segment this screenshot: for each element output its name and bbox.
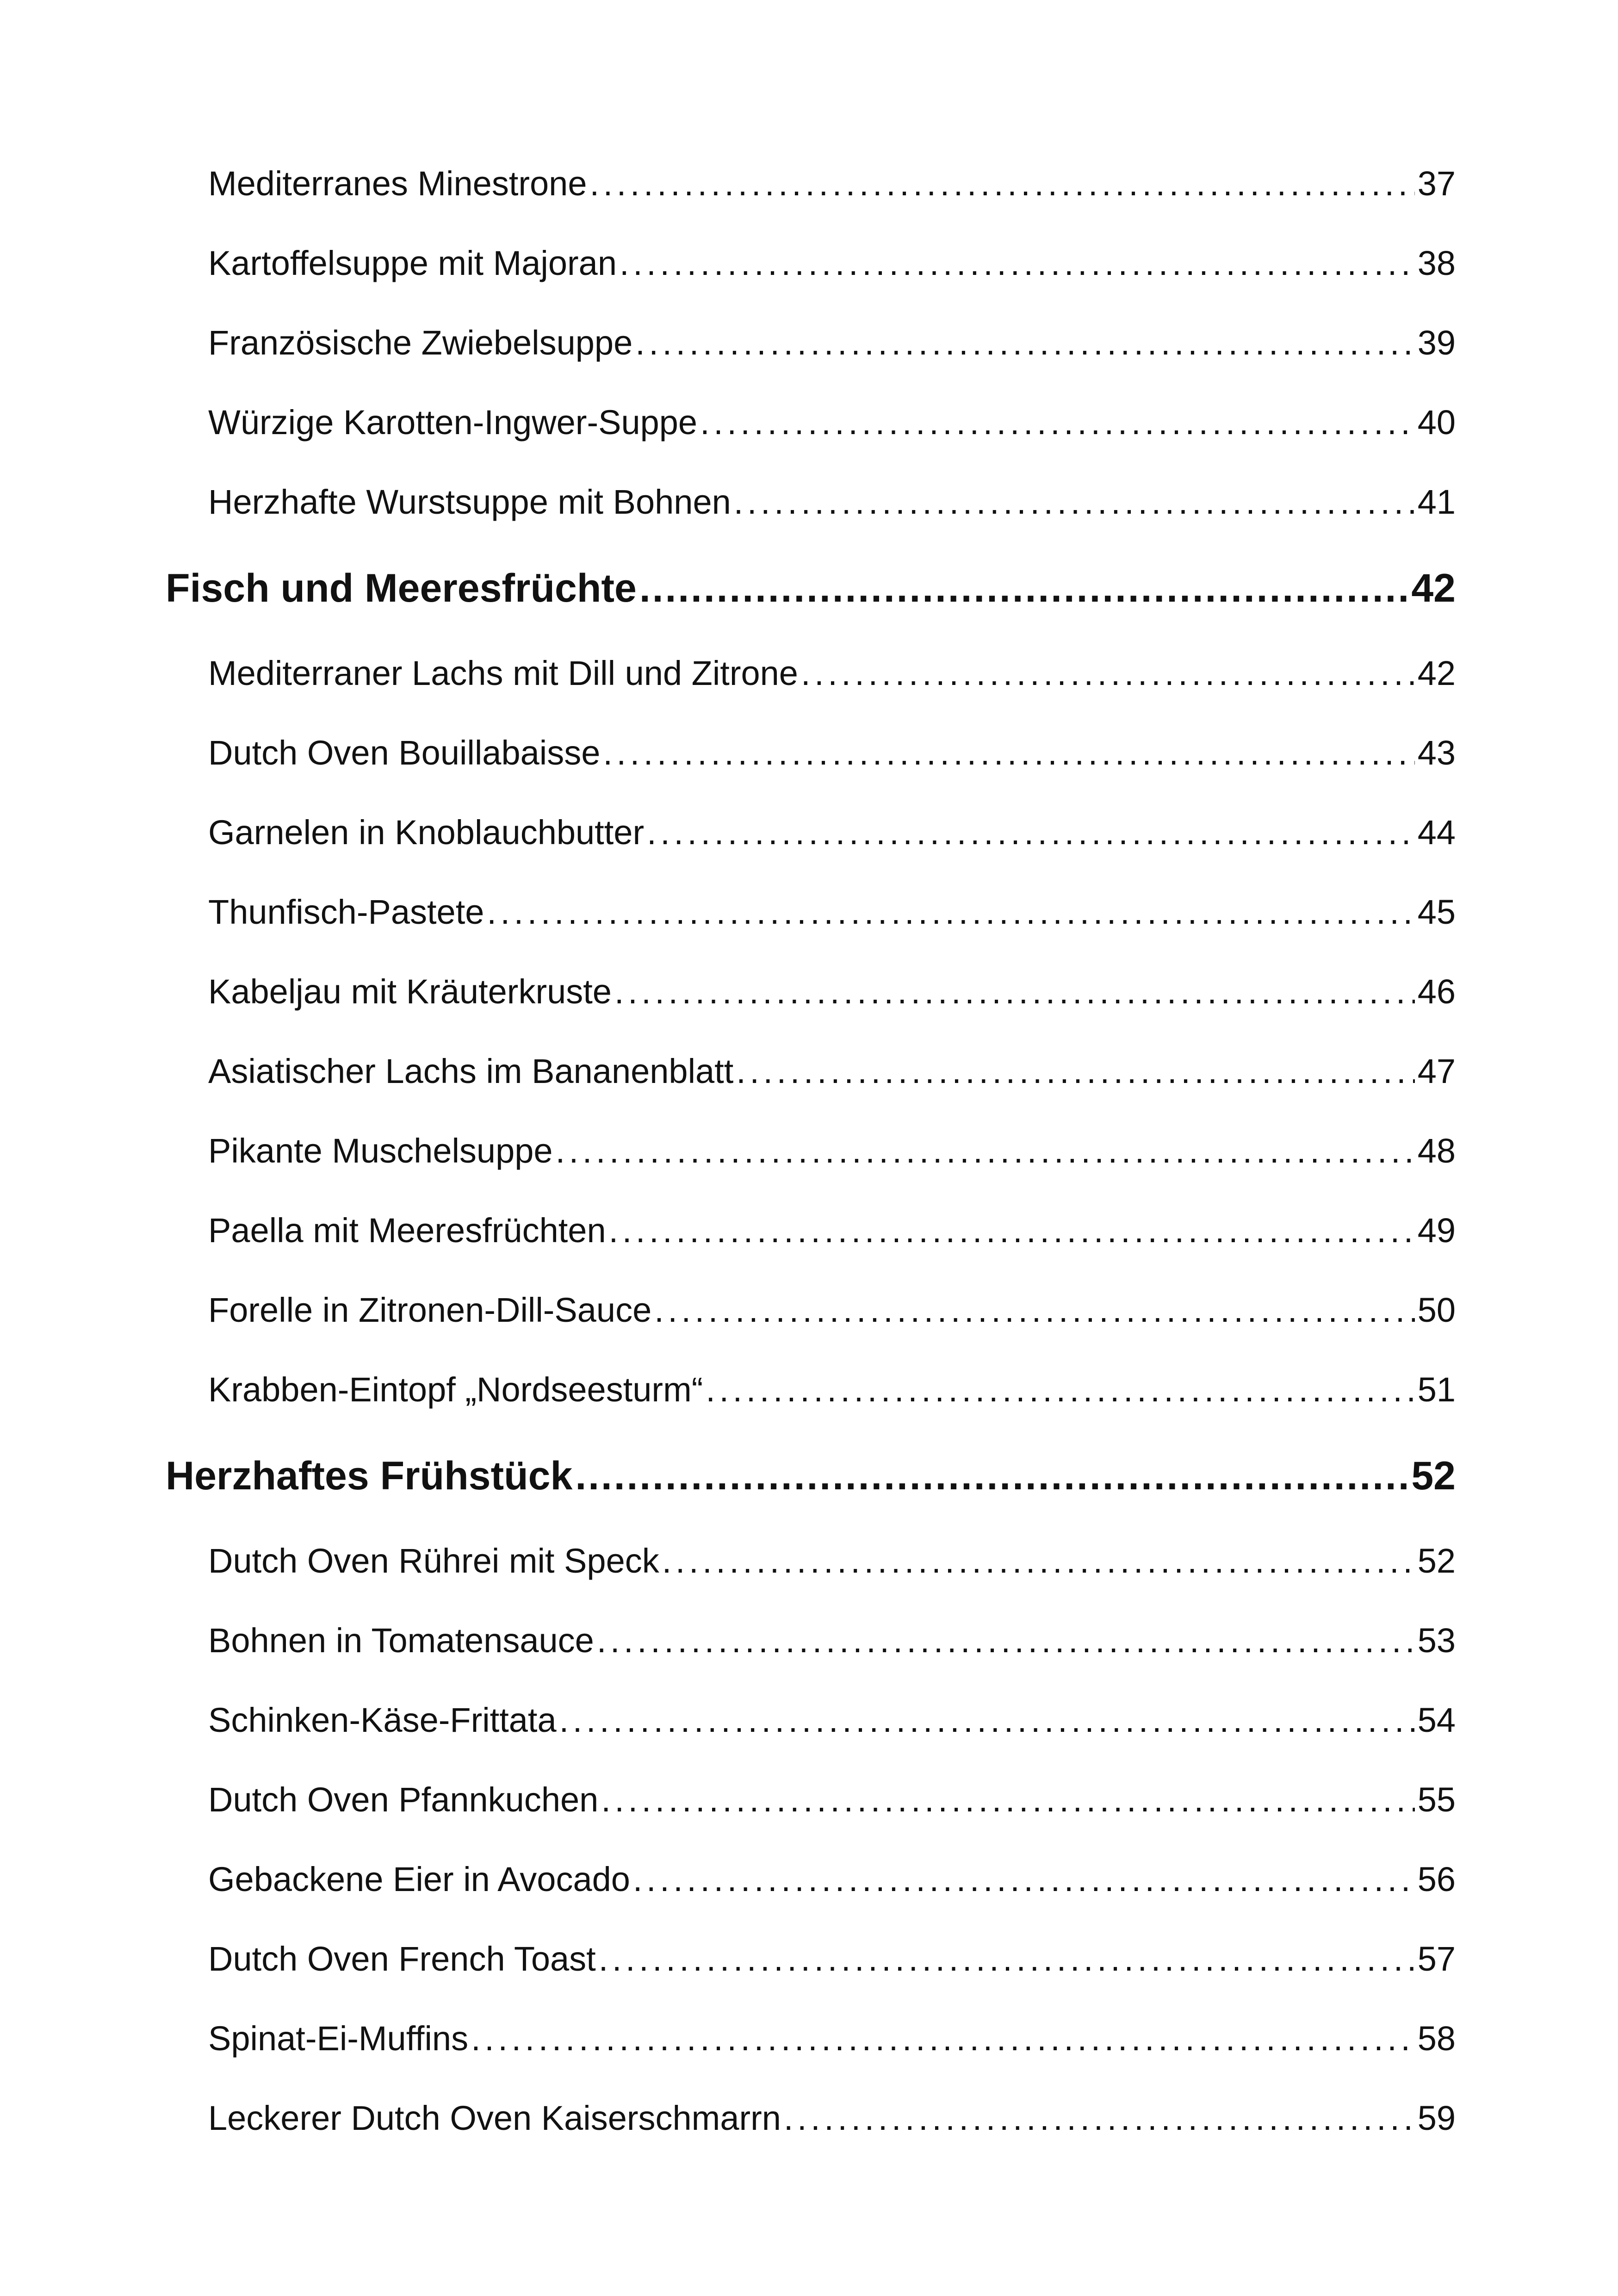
dot-leader [620,243,1415,283]
dot-leader [597,1621,1415,1660]
dot-leader [471,2019,1415,2058]
toc-entry-title: Mediterraner Lachs mit Dill und Zitrone [208,654,798,692]
toc-page-number: 49 [1417,1211,1456,1250]
toc-entry-title: Herzhafte Wurstsuppe mit Bohnen [208,483,731,521]
toc-entry-title: Gebackene Eier in Avocado [208,1860,630,1898]
toc-entry-row[interactable] [166,323,1456,403]
dot-leader [635,323,1414,362]
toc-entry-row[interactable] [166,1860,1456,1939]
dot-leader [487,892,1414,932]
table-of-contents [166,164,1456,2178]
toc-page-number: 48 [1417,1132,1456,1170]
toc-chapter-title: Herzhaftes Frühstück [166,1454,573,1498]
toc-chapter-page-number: 52 [1411,1454,1456,1498]
dot-leader [654,1290,1414,1330]
toc-entry-title: Spinat-Ei-Muffins [208,2019,469,2058]
dot-leader [706,1370,1414,1409]
toc-entry-title: Asiatischer Lachs im Bananenblatt [208,1052,734,1090]
toc-entry-row[interactable] [166,2019,1456,2098]
toc-entry-row[interactable] [166,1052,1456,1131]
dot-leader [559,1700,1415,1740]
toc-page-number: 41 [1417,483,1456,521]
toc-entry-row[interactable] [166,1131,1456,1211]
dot-leader [801,653,1415,693]
toc-page-number: 55 [1417,1780,1456,1819]
toc-page-number: 37 [1417,164,1456,203]
dot-leader [609,1211,1415,1250]
dot-leader [633,1860,1415,1899]
toc-page-number: 46 [1417,972,1456,1011]
toc-page-number: 44 [1417,813,1456,852]
dot-leader [614,972,1415,1011]
toc-entry-title: Würzige Karotten-Ingwer-Suppe [208,403,698,442]
toc-entry-row[interactable] [166,2098,1456,2178]
dot-leader [599,1939,1415,1979]
toc-entry-row[interactable] [166,482,1456,562]
dot-leader [556,1131,1415,1170]
dot-leader [662,1541,1415,1580]
toc-page-number: 52 [1417,1542,1456,1580]
toc-page-number: 43 [1417,734,1456,772]
toc-entry-title: Pikante Muschelsuppe [208,1132,553,1170]
toc-entry-title: Kartoffelsuppe mit Majoran [208,244,617,282]
toc-entry-row[interactable] [166,892,1456,972]
toc-page-number: 57 [1417,1940,1456,1978]
toc-chapter-title: Fisch und Meeresfrüchte [166,566,637,610]
toc-entry-title: Mediterranes Minestrone [208,164,587,203]
dot-leader [639,566,1408,611]
toc-entry-row[interactable] [166,1700,1456,1780]
toc-page-number: 39 [1417,324,1456,362]
dot-leader [589,164,1414,203]
toc-entry-title: Französische Zwiebelsuppe [208,324,633,362]
dot-leader [700,403,1415,442]
toc-page-number: 42 [1417,654,1456,692]
toc-page-number: 40 [1417,403,1456,442]
toc-entry-row[interactable] [166,1780,1456,1860]
dot-leader [601,1780,1414,1819]
dot-leader [784,2098,1415,2138]
toc-page-number: 56 [1417,1860,1456,1898]
toc-entry-row[interactable] [166,653,1456,733]
toc-page-number: 54 [1417,1701,1456,1739]
toc-entry-title: Dutch Oven Rührei mit Speck [208,1542,659,1580]
toc-page-number: 58 [1417,2019,1456,2058]
toc-entry-row[interactable] [166,1290,1456,1370]
toc-entry-title: Garnelen in Knoblauchbutter [208,813,645,852]
toc-entry-row[interactable] [166,403,1456,482]
toc-entry-row[interactable] [166,813,1456,892]
toc-entry-title: Dutch Oven French Toast [208,1940,596,1978]
toc-entry-title: Forelle in Zitronen-Dill-Sauce [208,1291,652,1329]
toc-page-number: 51 [1417,1370,1456,1409]
toc-entry-row[interactable] [166,164,1456,243]
toc-page-number: 45 [1417,893,1456,931]
toc-entry-title: Paella mit Meeresfrüchten [208,1211,606,1250]
toc-entry-row[interactable] [166,1211,1456,1290]
toc-page-number: 53 [1417,1621,1456,1660]
toc-entry-title: Kabeljau mit Kräuterkruste [208,972,612,1011]
toc-entry-row[interactable] [166,1621,1456,1700]
toc-entry-title: Dutch Oven Pfannkuchen [208,1780,599,1819]
toc-page-number: 50 [1417,1291,1456,1329]
toc-entry-title: Schinken-Käse-Frittata [208,1701,557,1739]
toc-entry-row[interactable] [166,1939,1456,2019]
toc-page-number: 47 [1417,1052,1456,1090]
toc-entry-title: Krabben-Eintopf „Nordseesturm“ [208,1370,703,1409]
toc-entry-row[interactable] [166,733,1456,813]
toc-chapter-row[interactable] [166,562,1456,653]
toc-entry-title: Dutch Oven Bouillabaisse [208,734,601,772]
dot-leader [603,733,1414,772]
dot-leader [575,1453,1408,1499]
toc-entry-title: Thunfisch-Pastete [208,893,484,931]
toc-page-number: 59 [1417,2099,1456,2137]
dot-leader [736,1052,1414,1091]
dot-leader [734,482,1415,522]
dot-leader [647,813,1415,852]
toc-chapter-row[interactable] [166,1450,1456,1541]
toc-entry-title: Bohnen in Tomatensauce [208,1621,594,1660]
toc-entry-row[interactable] [166,1370,1456,1450]
toc-chapter-page-number: 42 [1411,566,1456,610]
toc-entry-title: Leckerer Dutch Oven Kaiserschmarrn [208,2099,781,2137]
toc-page-number: 38 [1417,244,1456,282]
toc-entry-row[interactable] [166,243,1456,323]
toc-entry-row[interactable] [166,1541,1456,1621]
toc-entry-row[interactable] [166,972,1456,1052]
